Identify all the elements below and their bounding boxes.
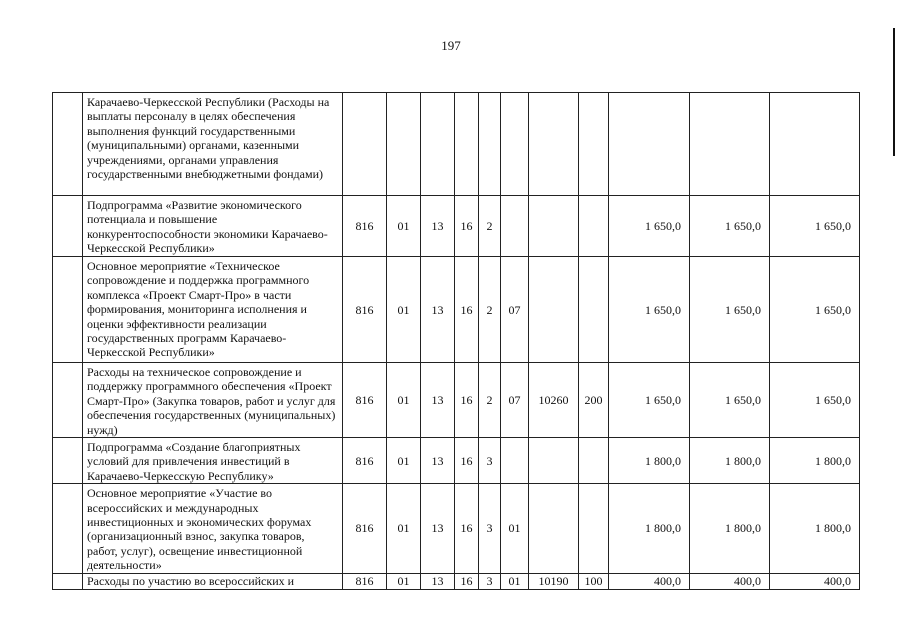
cell-target-1 [455,93,479,196]
row-lead-cell [53,257,83,363]
row-description: Основное мероприятие «Участие во всероссийских и международных инвестиционных и экономических форумах (организационный взнос, закупка товаров, работ, услуг), освещение инвестиционной деятельности» [83,484,343,573]
cell-amount-2: 1 800,0 [690,484,770,573]
cell-ved: 816 [343,438,387,484]
cell-amount-3: 1 800,0 [770,438,860,484]
table-row [53,196,860,257]
cell-amount-3: 1 650,0 [770,257,860,363]
cell-target-1: 16 [455,438,479,484]
cell-target-4 [529,257,579,363]
cell-target-3 [501,438,529,484]
row-lead-cell [53,196,83,257]
cell-ved: 816 [343,363,387,438]
table-row [53,484,860,573]
cell-ved: 816 [343,196,387,257]
cell-target-4 [529,438,579,484]
table-row [53,363,860,438]
row-lead-cell [53,438,83,484]
row-description: Основное мероприятие «Техническое сопровождение и поддержка программного комплекса «Проект Смарт-Про» в части формирования, мониторинга исполнения и оценки эффективности реализации государственных программ Карачаево-Черкесской Республики» [83,257,343,363]
cell-amount-3: 1 650,0 [770,196,860,257]
cell-subsection [421,93,455,196]
cell-target-4: 10260 [529,363,579,438]
cell-target-4: 10190 [529,573,579,589]
cell-expense-type [579,93,609,196]
row-description: Расходы по участию во всероссийских и [83,573,343,589]
cell-subsection: 13 [421,484,455,573]
cell-target-3 [501,93,529,196]
row-description: Расходы на техническое сопровождение и поддержку программного обеспечения «Проект Смарт-Про» (Закупка товаров, работ и услуг для обеспечения государственных (муниципальных) нужд) [83,363,343,438]
cell-section: 01 [387,484,421,573]
cell-target-1: 16 [455,484,479,573]
cell-target-3: 07 [501,257,529,363]
row-description: Карачаево-Черкесской Республики (Расходы на выплаты персоналу в целях обеспечения выполнения функций государственными (муниципальными) органами, казенными учреждениями, органами управления государственными внебюджетными фондами) [83,93,343,196]
cell-target-1: 16 [455,573,479,589]
cell-ved: 816 [343,573,387,589]
cell-target-3: 01 [501,484,529,573]
cell-section: 01 [387,257,421,363]
cell-target-4 [529,93,579,196]
cell-amount-1: 1 800,0 [609,438,690,484]
table-row [53,257,860,363]
cell-target-1: 16 [455,363,479,438]
table-row [53,573,860,589]
cell-amount-2: 1 800,0 [690,438,770,484]
cell-amount-1: 1 650,0 [609,196,690,257]
cell-subsection: 13 [421,438,455,484]
cell-ved [343,93,387,196]
cell-target-4 [529,484,579,573]
table-row [53,438,860,484]
row-description: Подпрограмма «Развитие экономического потенциала и повышение конкурентоспособности экономики Карачаево-Черкесской Республики» [83,196,343,257]
cell-target-1: 16 [455,196,479,257]
row-lead-cell [53,363,83,438]
cell-target-2: 3 [479,438,501,484]
cell-amount-1: 1 800,0 [609,484,690,573]
cell-expense-type: 200 [579,363,609,438]
row-lead-cell [53,93,83,196]
cell-target-2: 3 [479,573,501,589]
cell-target-2: 2 [479,257,501,363]
cell-section: 01 [387,573,421,589]
cell-section: 01 [387,438,421,484]
cell-amount-1: 1 650,0 [609,257,690,363]
cell-ved: 816 [343,484,387,573]
cell-subsection: 13 [421,257,455,363]
cell-target-3: 07 [501,363,529,438]
table-row [53,93,860,196]
cell-section: 01 [387,363,421,438]
cell-expense-type [579,257,609,363]
cell-target-3: 01 [501,573,529,589]
cell-target-2: 2 [479,196,501,257]
cell-amount-1 [609,93,690,196]
cell-amount-3: 1 650,0 [770,363,860,438]
row-description: Подпрограмма «Создание благоприятных условий для привлечения инвестиций в Карачаево-Черкесскую Республику» [83,438,343,484]
cell-amount-2: 1 650,0 [690,196,770,257]
cell-ved: 816 [343,257,387,363]
cell-amount-2: 1 650,0 [690,363,770,438]
page-number: 197 [441,38,461,53]
cell-target-4 [529,196,579,257]
cell-target-1: 16 [455,257,479,363]
cell-amount-3 [770,93,860,196]
cell-amount-1: 400,0 [609,573,690,589]
cell-amount-3: 400,0 [770,573,860,589]
cell-section: 01 [387,196,421,257]
cell-expense-type [579,484,609,573]
row-lead-cell [53,484,83,573]
cell-subsection: 13 [421,363,455,438]
row-lead-cell [53,573,83,589]
cell-expense-type: 100 [579,573,609,589]
budget-table [52,92,860,590]
cell-target-2 [479,93,501,196]
cell-expense-type [579,438,609,484]
cell-amount-3: 1 800,0 [770,484,860,573]
cell-amount-2 [690,93,770,196]
cell-amount-2: 1 650,0 [690,257,770,363]
cell-amount-2: 400,0 [690,573,770,589]
scan-edge-mark [893,28,895,156]
cell-expense-type [579,196,609,257]
cell-target-3 [501,196,529,257]
cell-target-2: 3 [479,484,501,573]
cell-subsection: 13 [421,196,455,257]
cell-section [387,93,421,196]
cell-amount-1: 1 650,0 [609,363,690,438]
cell-target-2: 2 [479,363,501,438]
cell-subsection: 13 [421,573,455,589]
